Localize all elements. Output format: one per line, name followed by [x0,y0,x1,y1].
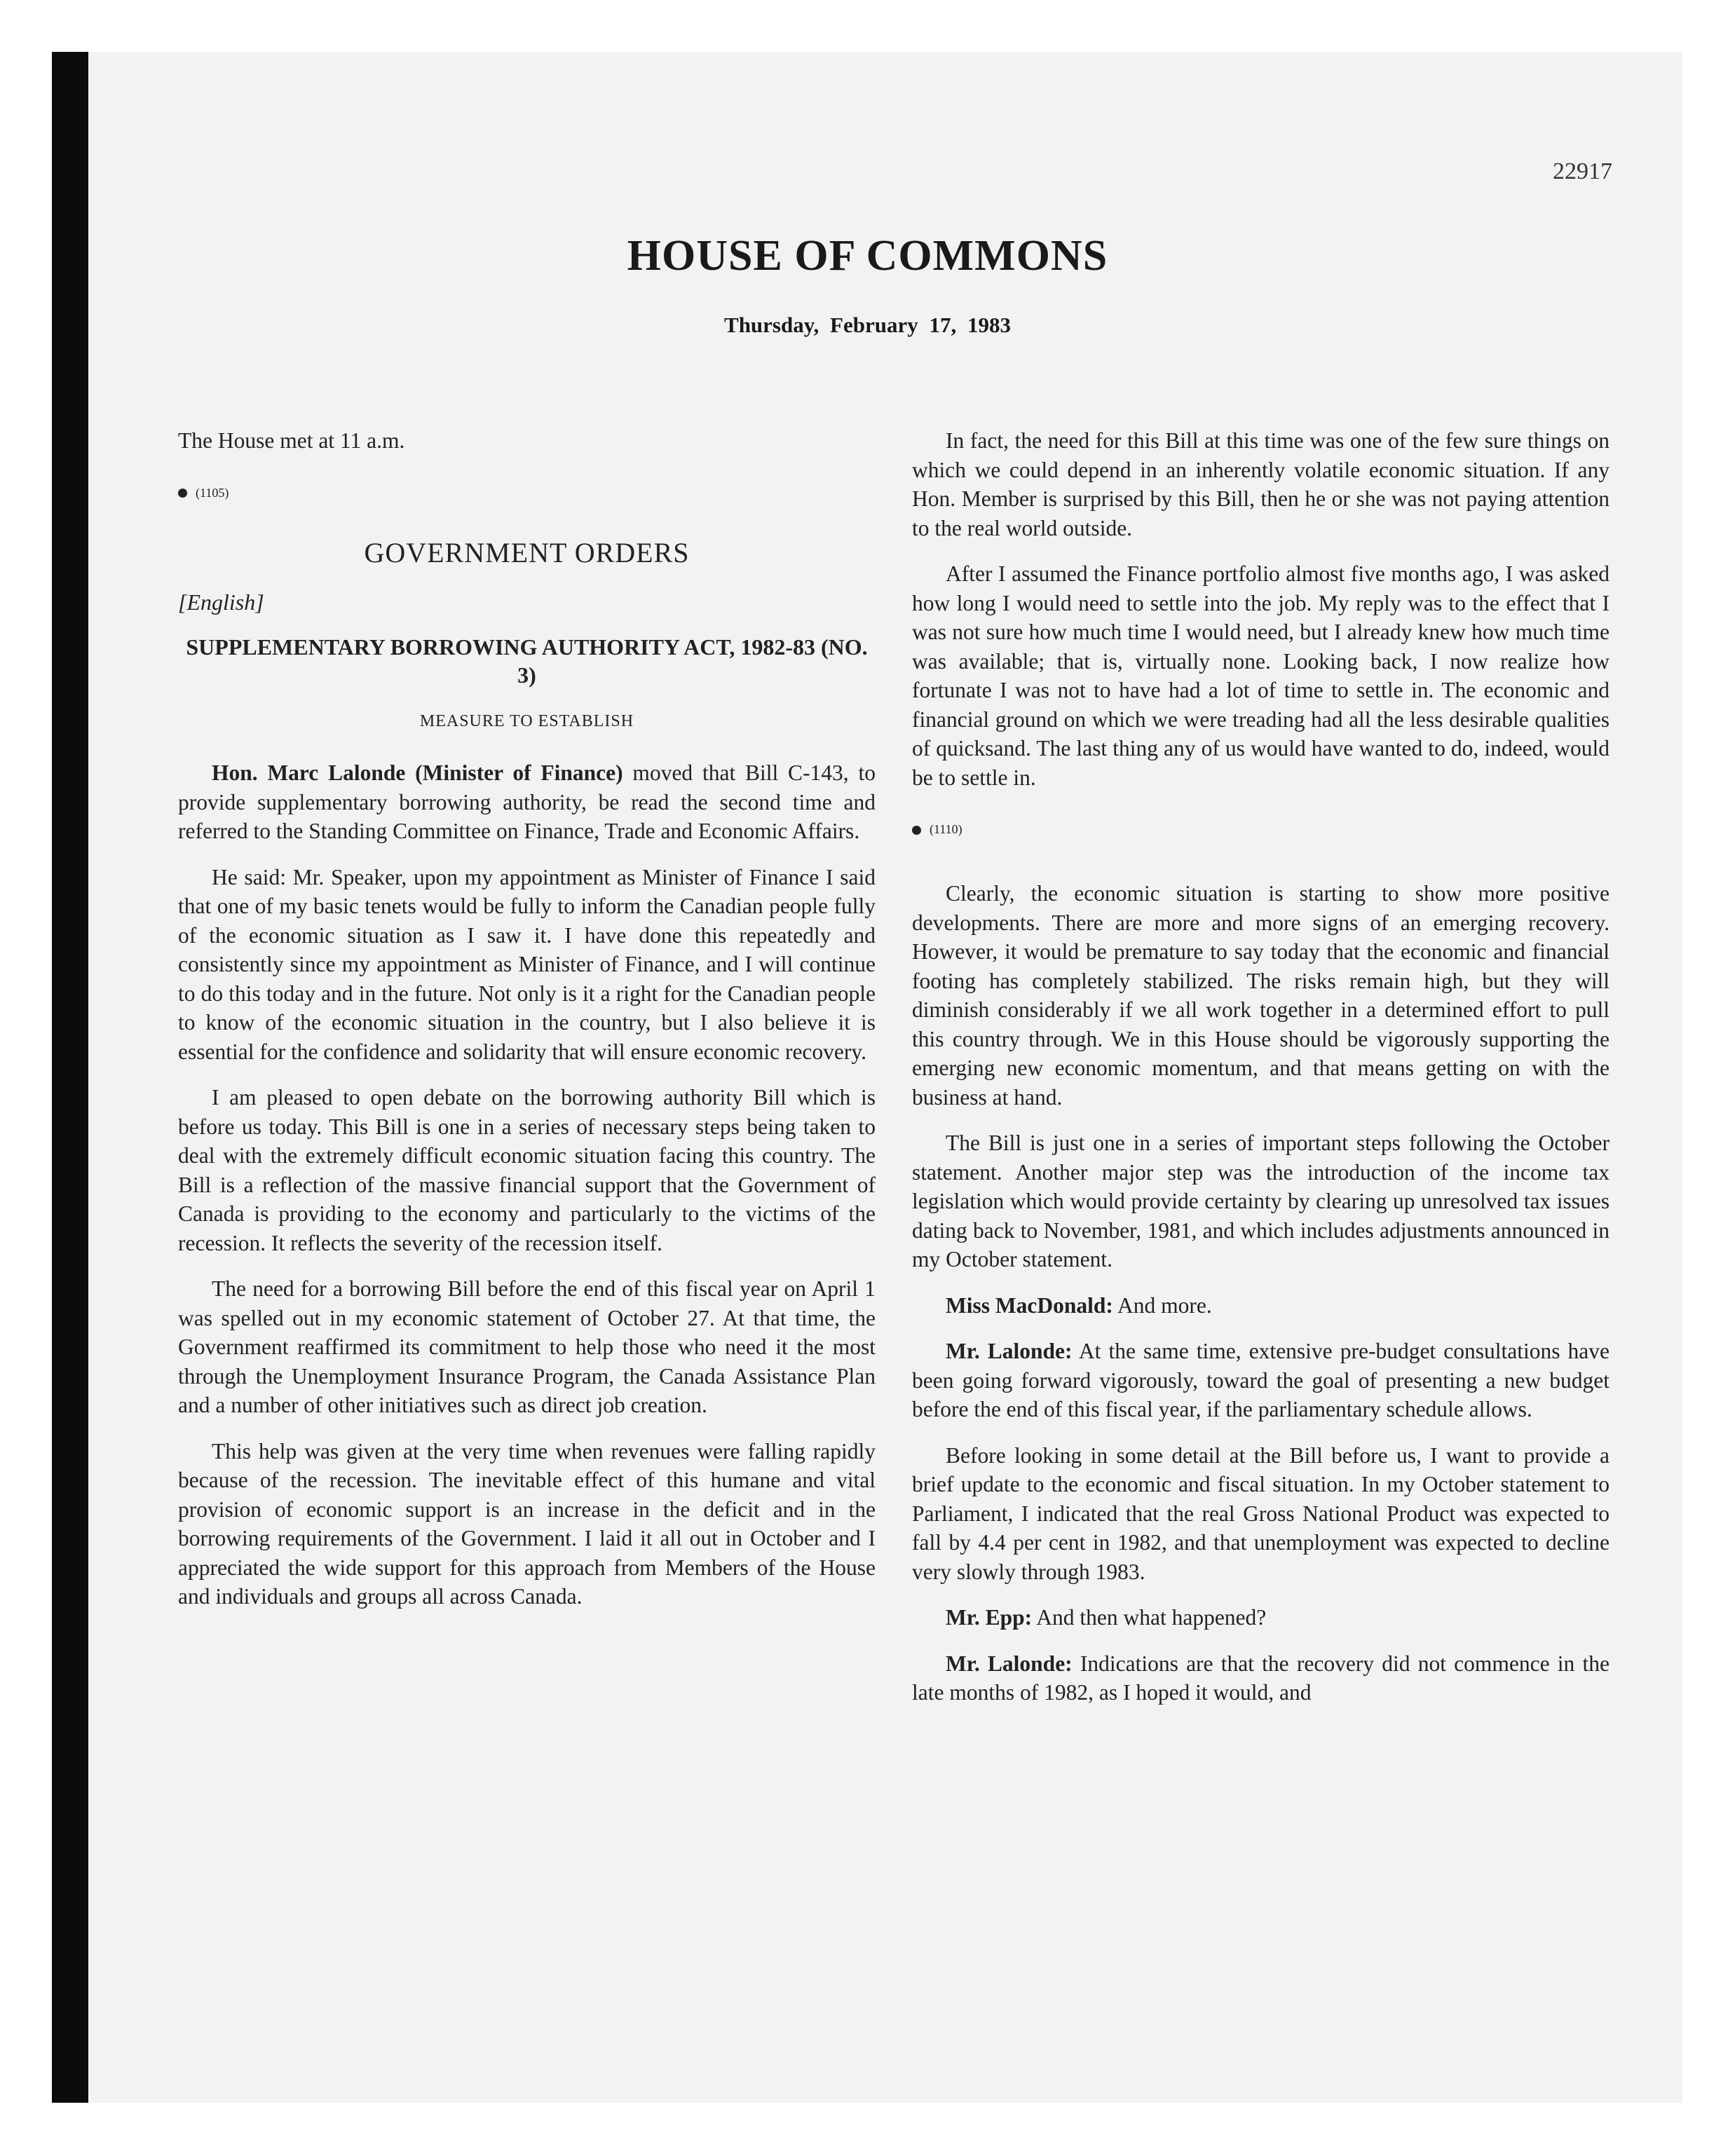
speech-paragraph [912,1291,1610,1321]
paragraph: This help was given at the very time when revenues were falling rapidly because of the recession. The inevitable effect of this humane and vital provision of economic support is an increase in the deficit and in the borrowing requirements of the Government. I laid it all out in October and I appreciated the wide support for this approach from Members of the House and individuals and groups all across Canada. [178,1438,876,1609]
paragraph: After I assumed the Finance portfolio almost five months ago, I was asked how long I would need to settle into the job. My reply was to the effect that I was not sure how much time I would need, but I already knew how much time was available; that is, virtually none. Looking back, I now realize how fortunate I was not to have had a lot of time to settle in. The economic and financial ground on which we were treading had all the less desirable qualities of quicksand. The last thing any of us would have wanted to do, indeed, would be to settle in. [912,561,1610,790]
speaker-name: Miss MacDonald: [946,1292,1113,1318]
opening-line: The House met at 11 a.m. [178,428,405,453]
motion-text: moved that Bill C-143, to provide supplementary borrowing authority, be read the second time and referred to the Standing Committee on Finance, Trade and Economic Affairs. [178,760,876,843]
page-title: HOUSE OF COMMONS [627,232,1108,280]
speech-text: Indications are that the recovery did not commence in the late months of 1982, as I hoped it would, and [912,1651,1610,1705]
bill-subtitle: MEASURE TO ESTABLISH [419,711,634,730]
motion-speaker: Hon. Marc Lalonde (Minister of Finance) [212,760,623,785]
speech-paragraph [912,1603,1610,1632]
speaker-name: Mr. Epp: [946,1605,1033,1630]
time-marker-label: (1110) [930,822,962,837]
speech-text: At the same time, extensive pre-budget consultations have been going forward vigorously, toward the goal of presenting a new budget before the end of this fiscal year, if the parliamentary schedule allows. [912,1339,1610,1421]
speech-paragraph [912,1337,1610,1424]
time-marker [912,809,1610,851]
speaker-name: Mr. Lalonde: [946,1339,1073,1363]
paragraph: I am pleased to open debate on the borrowing authority Bill which is before us today. This Bill is one in a series of necessary steps being taken to deal with the extremely difficult economic situation facing this country. The Bill is a reflection of the massive financial support that the Government of Canada is providing to the economy and particularly to the victims of the recession. It reflects the severity of the recession itself. [178,1085,876,1255]
page-number: 22917 [1553,158,1612,184]
bill-title: SUPPLEMENTARY BORROWING AUTHORITY ACT, 1982-83 (NO. 3) [186,634,868,688]
section-heading: GOVERNMENT ORDERS [364,536,690,568]
speech-text: And then what happened? [1032,1605,1267,1630]
time-marker-label: (1105) [196,485,229,500]
speech-text: And more. [1113,1292,1212,1318]
speaker-name: Mr. Lalonde: [946,1651,1073,1676]
motion-paragraph [178,758,876,846]
sitting-date: Thursday, February 17, 1983 [724,313,1011,337]
paragraph: Clearly, the economic situation is starting to show more positive developments. There are more and more signs of an emerging recovery. However, it would be premature to say today that the economic and financial footing has completely stabilized. The risks remain high, but they will diminish considerably if we all work together in a determined effort to pull this country through. We in this House should be vigorously supporting the emerging new economic momentum, and that means getting on with the business at hand. [912,881,1610,1110]
left-column [178,426,876,1628]
binding-edge [52,52,88,2103]
paragraph: The Bill is just one in a series of important steps following the October statement. Another major step was the introduction of the income tax legislation which would provide certainty by clearing up unresolved tax issues dating back to November, 1981, and which includes adjustments announced in my October statement. [912,1131,1610,1271]
right-column [912,426,1610,1724]
speech-paragraph [912,1649,1610,1707]
paragraph: The need for a borrowing Bill before the end of this fiscal year on April 1 was spelled out in my economic statement of October 27. At that time, the Government reaffirmed its commitment to help those who need it the most through the Unemployment Insurance Program, the Canada Assistance Plan and a number of other initiatives such as direct job creation. [178,1276,876,1417]
language-tag: [English] [178,589,264,615]
time-marker [178,472,876,514]
paragraph: Before looking in some detail at the Bill before us, I want to provide a brief update to the economic and fiscal situation. In my October statement to Parliament, I indicated that the real Gross National Product was expected to fall by 4.4 per cent in 1982, and that unemployment was expected to decline very slowly through 1983. [912,1442,1610,1584]
bullet-icon [178,489,187,498]
bullet-icon [912,826,921,835]
paragraph: In fact, the need for this Bill at this time was one of the few sure things on which we could depend in an inherently volatile economic situation. If any Hon. Member is surprised by this Bill, then he or she was not paying attention to the real world outside. [912,428,1610,540]
paragraph: He said: Mr. Speaker, upon my appointment as Minister of Finance I said that one of my basic tenets would be fully to inform the Canadian people fully of the economic situation as I saw it. I have done this repeatedly and consistently since my appointment as Minister of Finance, and I will continue to do this today and in the future. Not only is it a right for the Canadian people to know of the economic situation in the country, but I also believe it is essential for the confidence and solidarity that will ensure economic recovery. [178,864,876,1064]
